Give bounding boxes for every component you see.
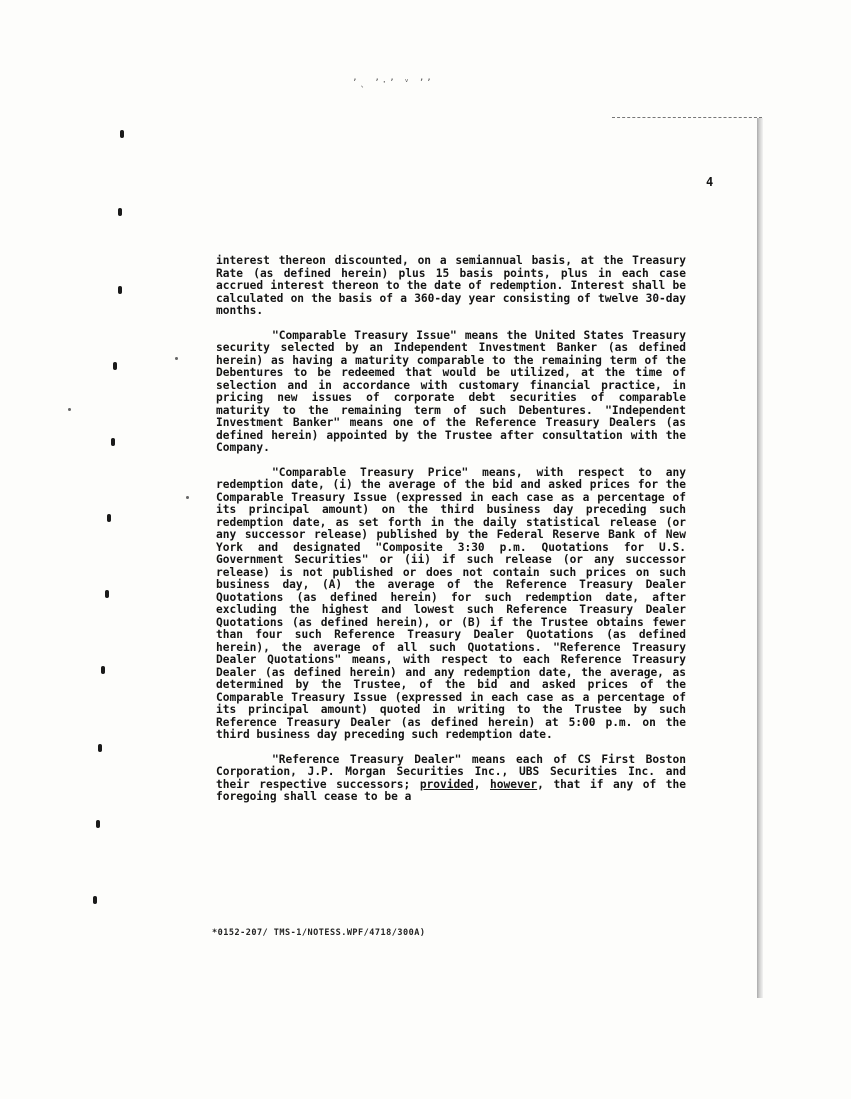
binding-mark (113, 362, 117, 370)
paragraph-comparable-treasury-price: "Comparable Treasury Price" means, with respect to any redemption date, (i) the average of the bid and asked prices for the Comparable Treasury Issue (expressed in each case as a percentage of its principal amount) on the third business day preceding such redemption date, as set forth in the daily statistical release (or any successor release) published by the Federal Reserve Bank of New York and designated "Composite 3:30 p.m. Quotations for U.S. Government Securities" or (ii) if such release (or any successor release) is not published or does not contain such prices on such business day, (A) the average of the Reference Treasury Dealer Quotations (as defined herein) for such redemption date, after excluding the highest and lowest such Reference Treasury Dealer Quotations (as defined herein), or (B) if the Trustee obtains fewer than four such Reference Treasury Dealer Quotations (as defined herein), the average of all such Quotations. "Reference Treasury Dealer Quotations" means, with respect to each Reference Treasury Dealer (as defined herein) and any redemption date, the average, as determined by the Trustee, of the bid and asked prices of the Comparable Treasury Issue (expressed in each case as a percentage of its principal amount) quoted in writing to the Trustee by such Reference Treasury Dealer (as defined herein) at 5:00 p.m. on the third business day preceding such redemption date. (216, 465, 686, 741)
page-number: 4 (706, 175, 714, 189)
paragraph-reference-treasury-dealer (216, 754, 686, 804)
footer-document-code: *0152-207/ TMS-1/NOTESS.WPF/4718/300A) (212, 928, 426, 938)
binding-mark (93, 896, 97, 904)
paragraph-text: , (473, 777, 490, 791)
paragraph-text: "Reference Treasury Dealer" means each of CS First Boston Corporation, J.P. Morgan Securities Inc., UBS Securities Inc. and their respective successors; (216, 752, 686, 791)
scan-edge (757, 118, 763, 998)
body-text (216, 255, 686, 816)
paragraph-interest: interest thereon discounted, on a semiannual basis, at the Treasury Rate (as defined herein) plus 15 basis points, plus in each case accrued interest thereon to the date of redemption. Interest shall be calculated on the basis of a 360-day year consisting of twelve 30-day months. (216, 254, 686, 317)
scan-top-mark: ʼˎ ʼ·ʼ ᵛ ʼʼ (352, 78, 434, 88)
provided-term: provided (419, 777, 474, 791)
binding-mark (96, 820, 100, 828)
binding-mark (118, 286, 122, 294)
binding-mark (101, 666, 105, 674)
binding-mark (120, 130, 124, 138)
scan-edge-dash (612, 117, 762, 118)
binding-mark (105, 590, 109, 598)
however-term: however (490, 777, 538, 791)
binding-mark (118, 208, 122, 216)
stray-mark (186, 496, 189, 499)
stray-mark (68, 408, 71, 411)
binding-mark (98, 744, 102, 752)
binding-mark (107, 514, 111, 522)
paragraph-text: , that if any of the foregoing shall cease to be a (216, 777, 686, 803)
paragraph-comparable-treasury-issue: "Comparable Treasury Issue" means the United States Treasury security selected by an Independent Investment Banker (as defined herein) as having a maturity comparable to the remaining term of the Debentures to be redeemed that would be utilized, at the time of selection and in accordance with customary financial practice, in pricing new issues of corporate debt securities of comparable maturity to the remaining term of such Debentures. "Independent Investment Banker" means one of the Reference Treasury Dealers (as defined herein) appointed by the Trustee after consultation with the Company. (216, 328, 686, 454)
stray-mark (175, 357, 178, 360)
binding-mark (111, 438, 115, 446)
